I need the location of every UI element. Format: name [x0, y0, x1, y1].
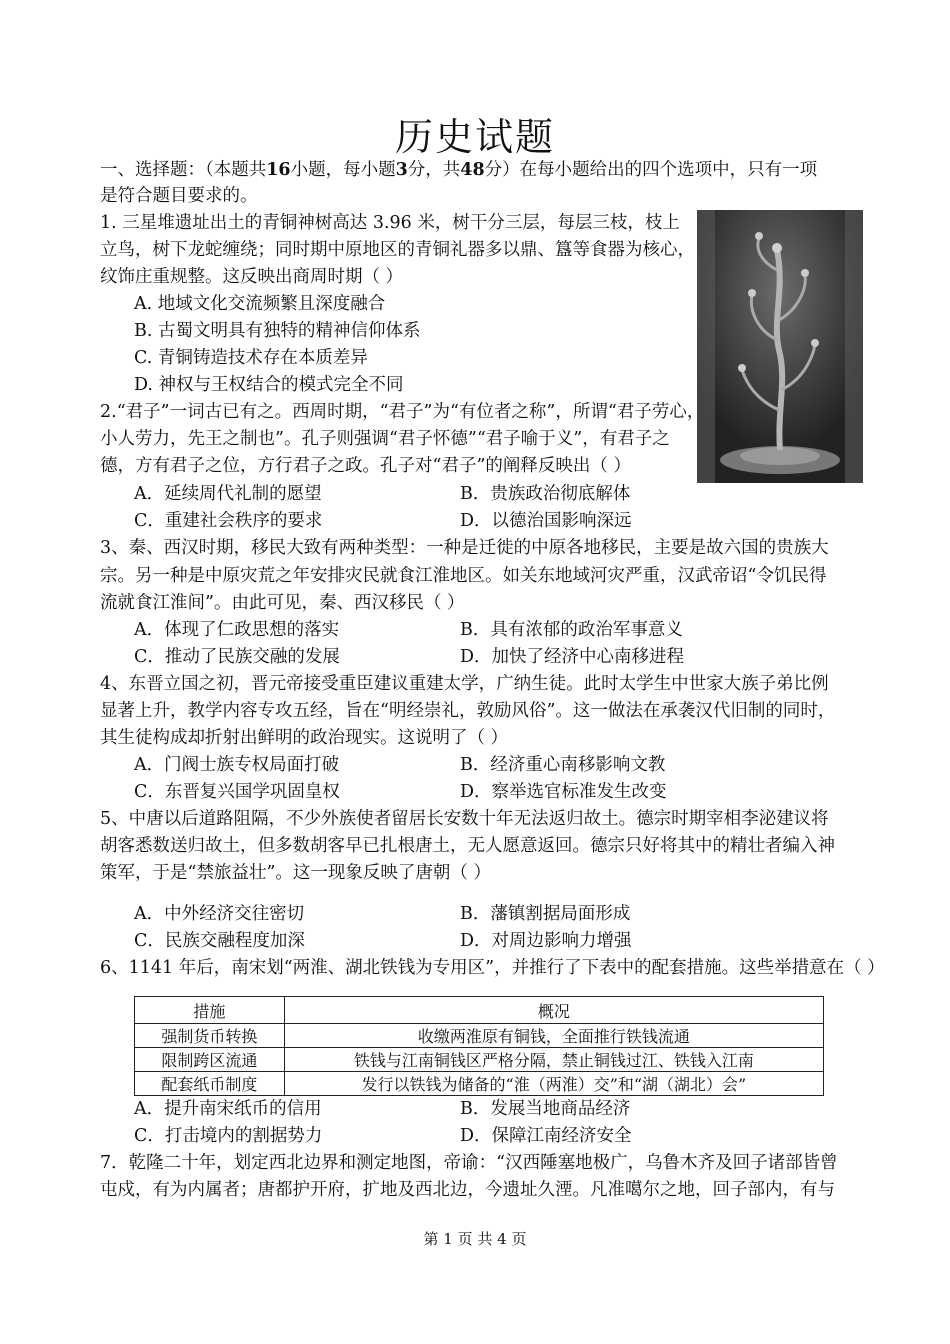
- q6-measures-table: [134, 996, 824, 1096]
- q5-option-a: A．中外经济交往密切: [134, 904, 305, 924]
- q1-option-c: C. 青铜铸造技术存在本质差异: [134, 348, 368, 368]
- q3-stem-line: 3、秦、西汉时期，移民大致有两种类型：一种是迁徙的中原各地移民，主要是故六国的贵族大: [100, 538, 829, 558]
- q6-option-c: C．打击境内的割据势力: [134, 1126, 323, 1146]
- page-title: 历史试题: [394, 115, 555, 159]
- q2-stem-line: 2.“君子”一词古已有之。西周时期，“君子”为“有位者之称”，所谓“君子劳心，: [100, 402, 705, 422]
- q6-option-a: A．提升南宋纸币的信用: [134, 1099, 322, 1119]
- q6-option-b: B．发展当地商品经济: [460, 1099, 631, 1119]
- q2-option-a: A．延续周代礼制的愿望: [134, 484, 322, 504]
- table-cell: 强制货币转换: [135, 1024, 285, 1048]
- q2-option-c: C．重建社会秩序的要求: [134, 511, 323, 531]
- table-row: [135, 1024, 824, 1048]
- q1-option-a: A. 地域文化交流频繁且深度融合: [134, 294, 386, 314]
- q1-option-d: D. 神权与王权结合的模式完全不同: [134, 375, 404, 395]
- q7-stem-line: 屯戍，有为内属者；唐都护开府，扩地及西北边，今遗址久湮。凡准噶尔之地，回子部内，有与: [100, 1180, 835, 1200]
- q1-stem-line: 纹饰庄重规整。这反映出商周时期（ ）: [100, 267, 404, 287]
- q5-stem-line: 5、中唐以后道路阻隔，不少外族使者留居长安数十年无法返归故土。德宗时期宰相李泌建议将: [100, 809, 829, 829]
- q3-stem-line: 流就食江淮间”。由此可见，秦、西汉移民（ ）: [100, 593, 465, 613]
- q5-option-b: B．藩镇割据局面形成: [460, 904, 631, 924]
- q5-option-c: C．民族交融程度加深: [134, 931, 305, 951]
- q4-option-a: A．门阀士族专权局面打破: [134, 755, 340, 775]
- q6-option-d: D．保障江南经济安全: [460, 1126, 632, 1146]
- q4-stem-line: 其生徒构成却折射出鲜明的政治现实。这说明了（ ）: [100, 728, 509, 748]
- table-cell: 收缴两淮原有铜钱，全面推行铁钱流通: [284, 1024, 823, 1048]
- q1-stem-line: 立鸟，树下龙蛇缠绕；同时期中原地区的青铜礼器多以鼎、簋等食器为核心，: [100, 240, 695, 260]
- q4-stem-line: 显著上升，教学内容专攻五经，旨在“明经崇礼，敦励风俗”。这一做法在承袭汉代旧制的同时，: [100, 701, 836, 721]
- table-row: [135, 1072, 824, 1096]
- table-cell: 发行以铁钱为储备的“淮（两淮）交”和“湖（湖北）会”: [284, 1072, 823, 1096]
- table-cell: 铁钱与江南铜钱区严格分隔，禁止铜钱过江、铁钱入江南: [284, 1048, 823, 1072]
- table-cell: 限制跨区流通: [135, 1048, 285, 1072]
- q7-stem-line: 7．乾隆二十年，划定西北边界和测定地图，帝谕：“汉西陲塞地极广，乌鲁木齐及回子诸部皆曾: [100, 1153, 838, 1173]
- q5-stem-line: 策军，于是“禁旅益壮”。这一现象反映了唐朝（ ）: [100, 863, 491, 883]
- q6-stem-line: 6、1141 年后，南宋划“两淮、湖北铁钱为专用区”，并推行了下表中的配套措施。这些举措意在（ ）: [100, 958, 885, 978]
- q1-stem-line: 1. 三星堆遗址出土的青铜神树高达 3.96 米，树干分三层，每层三枝，枝上: [100, 213, 680, 233]
- q2-stem-line: 小人劳力，先王之制也”。孔子则强调“君子怀德”“君子喻于义”，有君子之: [100, 429, 670, 449]
- section-instruction-line-2: 是符合题目要求的。: [100, 186, 258, 206]
- q3-option-a: A．体现了仁政思想的落实: [134, 620, 340, 640]
- page-footer: 第 1 页 共 4 页: [423, 1230, 527, 1248]
- table-header-row: [135, 997, 824, 1024]
- table-cell: 配套纸币制度: [135, 1072, 285, 1096]
- q3-option-b: B．具有浓郁的政治军事意义: [460, 620, 683, 640]
- q4-option-c: C．东晋复兴国学巩固皇权: [134, 782, 340, 802]
- section-instruction-line-1: 一、选择题：（本题共16小题，每小题3分，共48分）在每小题给出的四个选项中，只有一项: [100, 160, 818, 180]
- table-row: [135, 1048, 824, 1072]
- q3-option-c: C．推动了民族交融的发展: [134, 647, 340, 667]
- q5-stem-line: 胡客悉数送归故土，但多数胡客早已扎根唐土，无人愿意返回。德宗只好将其中的精壮者编入神: [100, 836, 835, 856]
- q1-option-b: B. 古蜀文明具有独特的精神信仰体系: [134, 321, 421, 341]
- q2-option-d: D．以德治国影响深远: [460, 511, 632, 531]
- q4-option-d: D．察举选官标准发生改变: [460, 782, 667, 802]
- table-header-cell: 概况: [284, 997, 823, 1024]
- q4-option-b: B．经济重心南移影响文教: [460, 755, 666, 775]
- q2-option-b: B．贵族政治彻底解体: [460, 484, 631, 504]
- q3-option-d: D．加快了经济中心南移进程: [460, 647, 685, 667]
- bronze-tree-icon: [697, 210, 863, 483]
- q4-stem-line: 4、东晋立国之初，晋元帝接受重臣建议重建太学，广纳生徒。此时太学生中世家大族子弟比例: [100, 674, 829, 694]
- table-header-cell: 措施: [135, 997, 285, 1024]
- q3-stem-line: 宗。另一种是中原灾荒之年安排灾民就食江淮地区。如关东地域河灾严重，汉武帝诏“令饥民得: [100, 566, 827, 586]
- bronze-tree-photo: [697, 210, 863, 483]
- q2-stem-line: 德，方有君子之位，方行君子之政。孔子对“君子”的阐释反映出（ ）: [100, 456, 631, 476]
- q5-option-d: D．对周边影响力增强: [460, 931, 632, 951]
